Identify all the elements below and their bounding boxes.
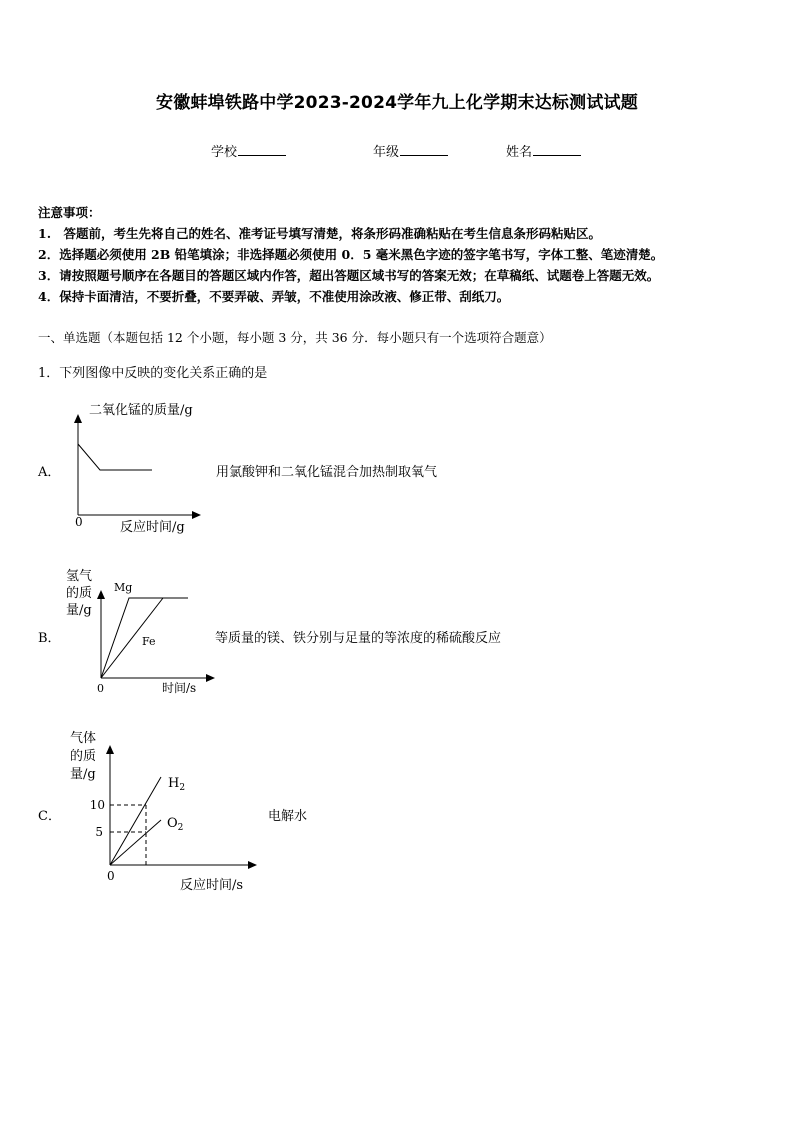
notice-item: 2．选择题必须使用 2B 铅笔填涂；非选择题必须使用 0．5 毫米黑色字迹的签字笔书写，字体工整、笔迹清楚。 <box>38 247 664 262</box>
option-b-origin: 0 <box>97 682 104 695</box>
option-a-ylabel: 二氧化锰的质量/g <box>89 403 193 418</box>
option-b-ylabel-line: 量/g <box>66 603 92 618</box>
x-axis-arrow <box>248 861 257 869</box>
option-a-description: 用氯酸钾和二氧化锰混合加热制取氧气 <box>216 465 438 480</box>
notice-item: 1. 答题前，考生先将自己的姓名、准考证号填写清楚，将条形码准确粘贴在考生信息条形码粘贴区。 <box>38 226 602 241</box>
notice-item: 4．保持卡面清洁，不要折叠，不要弄破、弄皱，不准使用涂改液、修正带、刮纸刀。 <box>38 289 510 304</box>
school-label: 学校 <box>211 145 238 160</box>
option-a-letter[interactable]: A． <box>38 465 61 480</box>
option-c-o2-line <box>110 820 161 865</box>
grade-label: 年级 <box>373 145 400 160</box>
page-title: 安徽蚌埠铁路中学2023-2024学年九上化学期末达标测试试题 <box>156 93 638 113</box>
option-a-xlabel: 反应时间/g <box>120 520 185 535</box>
option-c-ylabel-line: 量/g <box>70 767 96 782</box>
option-b-fe-label: Fe <box>142 635 156 648</box>
question-stem: 1．下列图像中反映的变化关系正确的是 <box>38 366 268 381</box>
option-c-tick-10: 10 <box>89 798 105 812</box>
option-c-tick-5: 5 <box>95 825 103 839</box>
option-c-h2-label: $H_2$ <box>168 776 186 793</box>
y-axis-arrow <box>106 745 114 754</box>
school-blank[interactable] <box>238 143 286 156</box>
option-c-graph <box>60 725 265 900</box>
option-c-letter[interactable]: C． <box>38 809 61 824</box>
option-c-h2-line <box>110 777 161 865</box>
option-b-ylabel-line: 氢气 <box>66 569 93 584</box>
option-a-origin: 0 <box>75 515 83 529</box>
grade-field <box>373 141 448 160</box>
option-b-description: 等质量的镁、铁分别与足量的等浓度的稀硫酸反应 <box>215 631 502 646</box>
option-a-curve <box>78 444 152 470</box>
y-axis-arrow <box>97 590 105 599</box>
name-blank[interactable] <box>533 143 581 156</box>
option-c-ylabel-line: 的质 <box>70 749 97 764</box>
option-c-description: 电解水 <box>268 809 308 824</box>
option-a-graph <box>60 395 210 540</box>
option-b-xlabel: 时间/s <box>162 681 197 695</box>
name-label: 姓名 <box>506 145 533 160</box>
school-field <box>211 141 286 160</box>
y-axis-arrow <box>74 414 82 423</box>
option-b-graph <box>60 565 210 700</box>
x-axis-arrow <box>206 674 215 682</box>
option-c-ylabel-line: 气体 <box>70 731 97 746</box>
section-heading: 一、单选题（本题包括 12 个小题，每小题 3 分，共 36 分．每小题只有一个选项符合题意） <box>38 330 552 345</box>
option-b-letter[interactable]: B． <box>38 631 61 646</box>
grade-blank[interactable] <box>400 143 448 156</box>
x-axis-arrow <box>192 511 201 519</box>
notice-item: 3．请按照题号顺序在各题目的答题区域内作答，超出答题区域书写的答案无效；在草稿纸、试题卷上答题无效。 <box>38 268 660 283</box>
name-field <box>506 141 581 160</box>
notice-heading: 注意事项： <box>38 205 101 220</box>
option-b-mg-label: Mg <box>114 581 133 594</box>
option-c-origin: 0 <box>107 869 115 883</box>
option-c-xlabel: 反应时间/s <box>180 878 244 893</box>
option-c-o2-label: $O_2$ <box>167 816 184 833</box>
option-b-ylabel-line: 的质 <box>66 586 93 601</box>
